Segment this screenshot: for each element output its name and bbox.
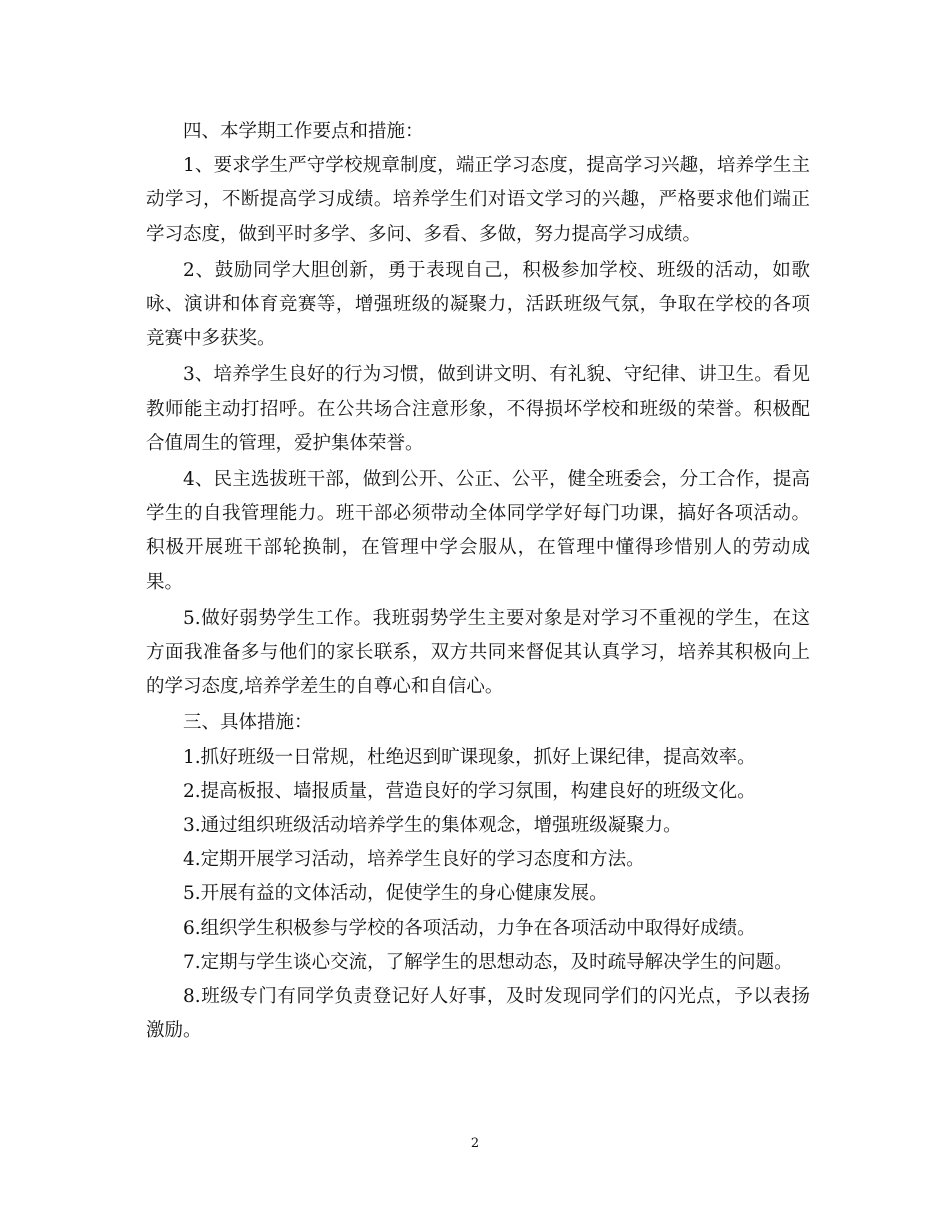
paragraph-point-5: 5.做好弱势学生工作。我班弱势学生主要对象是对学习不重视的学生，在这方面我准备多与他们的家长联系，双方共同来督促其认真学习，培养其积极向上的学习态度,培养学差生的自尊心和自信心。 bbox=[146, 607, 810, 698]
document-body bbox=[146, 115, 810, 1048]
page-number: 2 bbox=[470, 1136, 480, 1151]
paragraph-point-3: 3、培养学生良好的行为习惯，做到讲文明、有礼貌、守纪律、讲卫生。看见教师能主动打招呼。在公共场合注意形象，不得损坏学校和班级的荣誉。积极配合值周生的管理，爱护集体荣誉。 bbox=[146, 364, 810, 454]
measure-item-4: 4.定期开展学习活动，培养学生良好的学习态度和方法。 bbox=[183, 849, 645, 871]
measure-item-1: 1.抓好班级一日常规，杜绝迟到旷课现象，抓好上课纪律，提高效率。 bbox=[183, 746, 756, 768]
section-heading-measures: 三、具体措施： bbox=[183, 712, 313, 734]
paragraph-point-1: 1、要求学生严守学校规章制度，端正学习态度，提高学习兴趣，培养学生主动学习，不断提高学习成绩。培养学生们对语文学习的兴趣，严格要求他们端正学习态度，做到平时多学、多问、多看、多做，努力提高学习成绩。 bbox=[146, 155, 810, 245]
paragraph-point-4: 4、民主选拔班干部，做到公开、公正、公平，健全班委会，分工合作，提高学生的自我管理能力。班干部必须带动全体同学学好每门功课，搞好各项活动。积极开展班干部轮换制，在管理中学会服从，在管理中懂得珍惜别人的劳动成果。 bbox=[146, 469, 810, 593]
measure-item-6: 6.组织学生积极参与学校的各项活动，力争在各项活动中取得好成绩。 bbox=[183, 917, 756, 939]
measure-item-7: 7.定期与学生谈心交流，了解学生的思想动态，及时疏导解决学生的问题。 bbox=[183, 951, 793, 973]
paragraph-point-2: 2、鼓励同学大胆创新，勇于表现自己，积极参加学校、班级的活动，如歌咏、演讲和体育竞赛等，增强班级的凝聚力，活跃班级气氛，争取在学校的各项竞赛中多获奖。 bbox=[146, 259, 810, 350]
measure-item-5: 5.开展有益的文体活动，促使学生的身心健康发展。 bbox=[183, 883, 608, 905]
measure-item-8: 8.班级专门有同学负责登记好人好事，及时发现同学们的闪光点，予以表扬激励。 bbox=[146, 986, 810, 1042]
section-heading-work-points: 四、本学期工作要点和措施： bbox=[183, 121, 424, 142]
measure-item-2: 2.提高板报、墙报质量，营造良好的学习氛围，构建良好的班级文化。 bbox=[183, 780, 756, 802]
measure-item-3: 3.通过组织班级活动培养学生的集体观念，增强班级凝聚力。 bbox=[183, 815, 682, 837]
